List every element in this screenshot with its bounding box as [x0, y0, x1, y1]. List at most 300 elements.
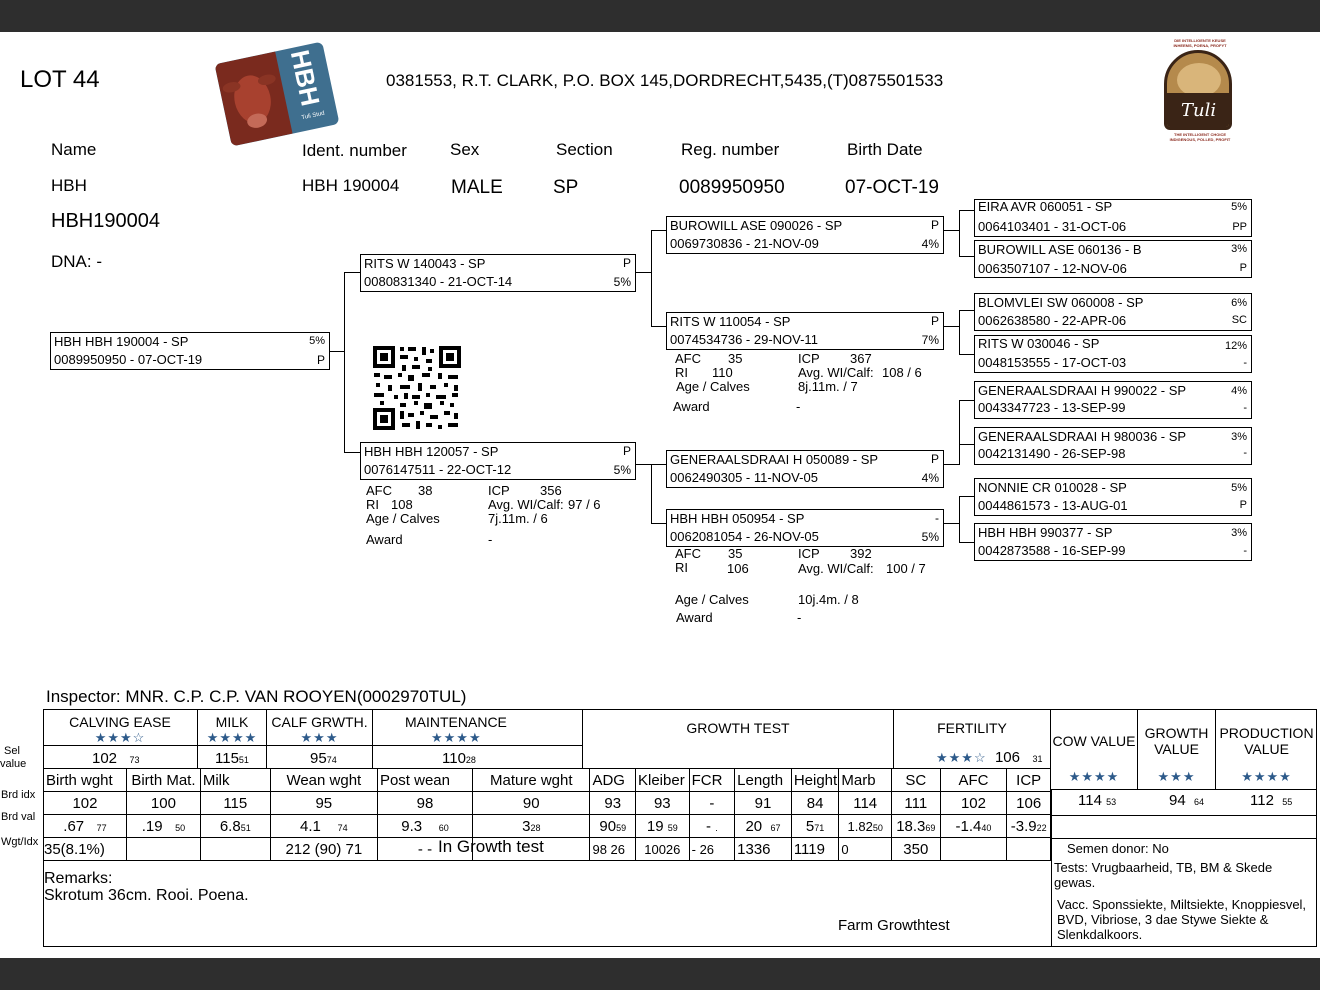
- divider: [1051, 789, 1052, 947]
- group-calving-label: CALVING EASE: [69, 714, 171, 730]
- pedigree-name: RITS W 140043 - SP: [364, 256, 486, 271]
- pedigree-reg: 0062490305 - 11-NOV-05: [670, 470, 818, 485]
- pedigree-gg-6: [974, 427, 1252, 465]
- pedigree-mark: -: [1243, 447, 1247, 459]
- sel-calf: [310, 750, 337, 767]
- pedigree-name: GENERAALSDRAAI H 980036 - SP: [978, 429, 1187, 444]
- growth-value-acc: 64: [1194, 797, 1205, 807]
- divider: [1051, 789, 1317, 790]
- group-milk-label: MILK: [215, 714, 249, 730]
- sel-milk-value: 115: [215, 750, 239, 767]
- connector: [636, 272, 652, 273]
- pedigree-mark: P: [622, 444, 631, 458]
- pedigree-sire: [360, 254, 636, 292]
- dd-ri: 106: [727, 561, 749, 576]
- col-birth-mat: Birth Mat.: [126, 769, 200, 792]
- pedigree-gg-8: [974, 523, 1252, 561]
- dd-afc-label: AFC: [675, 546, 701, 561]
- brd-val-cell: [590, 815, 636, 838]
- dd-wi: 100 / 7: [886, 561, 926, 576]
- pedigree-mark: P: [1239, 499, 1247, 511]
- connector: [651, 464, 652, 523]
- dd-icp-label: ICP: [798, 546, 820, 561]
- gv-stars-icon: ★★★: [1157, 769, 1196, 784]
- brd-val-cell: [892, 815, 941, 838]
- sd-afc: 35: [728, 351, 743, 366]
- pedigree-gg-1: [974, 199, 1252, 237]
- tuli-logo: [1160, 38, 1240, 144]
- side-label-sel: Sel: [4, 745, 20, 757]
- farm-growth-test: Farm Growthtest: [838, 917, 950, 934]
- pedigree-gg-5: [974, 381, 1252, 419]
- brd-idx-cell: 93: [636, 792, 690, 815]
- wgt-cell: [126, 838, 200, 861]
- pedigree-sire-dam: [666, 312, 944, 350]
- side-label-brd-idx: Brd idx: [1, 789, 36, 801]
- animal-name: HBH: [51, 176, 87, 195]
- pedigree-pct: 5%: [613, 275, 631, 289]
- divider: [43, 745, 583, 746]
- side-label-brd-val: Brd val: [1, 811, 36, 823]
- pedigree-name: RITS W 110054 - SP: [670, 314, 791, 329]
- pedigree-name: HBH HBH 050954 - SP: [670, 511, 805, 526]
- connector: [959, 496, 960, 542]
- sel-maint: [442, 750, 476, 767]
- dam-wi-label: Avg. WI/Calf:: [488, 497, 564, 512]
- pedigree-mark: -: [1243, 357, 1247, 369]
- pedigree-pct: 4%: [1231, 385, 1247, 397]
- inspector: Inspector: MNR. C.P. C.P. VAN ROOYEN(0002970TUL): [46, 687, 467, 706]
- pedigree-name: HBH HBH 190004 - SP: [54, 334, 189, 349]
- pedigree-name: HBH HBH 120057 - SP: [364, 444, 499, 459]
- wgt-height: 1119: [791, 838, 839, 861]
- pedigree-pct: 5%: [309, 335, 325, 347]
- animal-sex: MALE: [451, 177, 503, 198]
- pedigree-gg-2: [974, 240, 1252, 278]
- pedigree-reg: 0064103401 - 31-OCT-06: [978, 219, 1127, 234]
- wgt-length: 1336: [735, 838, 792, 861]
- group-gv: [1138, 709, 1216, 789]
- tuli-bottom-text-1: THE INTELLIGENT CHOICE: [1174, 132, 1226, 137]
- sd-icp-label: ICP: [798, 351, 820, 366]
- brd-val-cell: [1007, 815, 1051, 838]
- pedigree-reg: 0042873588 - 16-SEP-99: [978, 543, 1126, 558]
- col-kleiber: Kleiber: [636, 769, 690, 792]
- pedigree-reg: 0048153555 - 17-OCT-03: [978, 355, 1127, 370]
- pedigree-pct: 5%: [921, 530, 939, 544]
- group-pv: [1216, 709, 1317, 789]
- sel-calf-value: 95: [310, 750, 327, 767]
- pedigree-name: BLOMVLEI SW 060008 - SP: [978, 295, 1144, 310]
- connector: [651, 464, 666, 465]
- brd-idx-cell: 114: [839, 792, 892, 815]
- pedigree-pct: 4%: [921, 237, 939, 251]
- col-marb: Marb: [839, 769, 892, 792]
- pedigree-mark: P: [930, 218, 939, 232]
- brd-val-acc: 69: [925, 822, 936, 833]
- sel-calving: [92, 750, 140, 767]
- connector: [959, 310, 960, 354]
- wgt-wean: 212 (90) 71: [270, 838, 377, 861]
- brd-val-acc: 50: [872, 822, 883, 833]
- pedigree-reg: 0044861573 - 13-AUG-01: [978, 498, 1128, 513]
- pedigree-name: RITS W 030046 - SP: [978, 336, 1100, 351]
- sd-afc-label: AFC: [675, 351, 701, 366]
- brd-val-cell: [200, 815, 270, 838]
- brd-idx-row: [44, 792, 1051, 815]
- wgt-cell: [200, 838, 270, 861]
- connector: [344, 272, 360, 273]
- brd-val: 9.3: [401, 817, 423, 835]
- brd-val: -1.4: [955, 817, 982, 835]
- brd-val: 3: [522, 817, 531, 835]
- vacc-info: Vacc. Sponssiekte, Miltsiekte, Knoppiesvel, BVD, Vibriose, 3 dae Stywe Siekte & Slenkdalkoors.: [1057, 897, 1307, 942]
- wgt-post: - -: [377, 838, 472, 861]
- pedigree-mark: -: [1243, 402, 1247, 414]
- label-sex: Sex: [450, 140, 480, 159]
- connector: [959, 354, 974, 355]
- dam-age-label: Age / Calves: [366, 511, 440, 526]
- pedigree-self: [50, 332, 330, 370]
- brd-val: 1.82: [847, 818, 873, 834]
- label-ident: Ident. number: [302, 141, 407, 160]
- brd-val-acc: 51: [240, 822, 251, 833]
- connector: [959, 400, 960, 464]
- wgt-cell: [1007, 838, 1051, 861]
- calf-stars-icon: ★★★: [300, 730, 339, 745]
- animal-ident: HBH 190004: [302, 176, 400, 195]
- pedigree-pct: 3%: [1231, 243, 1247, 255]
- sd-wi-label: Avg. WI/Calf:: [798, 365, 874, 380]
- calving-stars-icon: ★★★☆: [94, 730, 146, 745]
- pedigree-mark: SC: [1231, 314, 1247, 326]
- brd-val-cell: [473, 815, 590, 838]
- connector: [944, 230, 960, 231]
- bottom-bar: [0, 958, 1320, 990]
- pedigree-sire-sire: [666, 216, 944, 254]
- connector: [344, 272, 345, 452]
- dd-award: -: [797, 610, 802, 625]
- brd-val: 5: [805, 817, 815, 835]
- brd-idx-cell: 95: [270, 792, 377, 815]
- pedigree-pct: 5%: [1231, 482, 1247, 494]
- pedigree-name: BUROWILL ASE 090026 - SP: [670, 218, 843, 233]
- animal-code: HBH190004: [51, 210, 160, 232]
- brd-val: 18.3: [896, 817, 926, 835]
- brd-val-acc: 59: [667, 822, 678, 833]
- group-growth: [583, 709, 894, 768]
- col-milk: Milk: [200, 769, 270, 792]
- pedigree-mark: P: [930, 452, 939, 466]
- brd-val-acc: 60: [438, 822, 449, 833]
- brd-idx-cell: 102: [940, 792, 1007, 815]
- pedigree-reg: 0062638580 - 22-APR-06: [978, 313, 1127, 328]
- pedigree-name: BUROWILL ASE 060136 - B: [978, 242, 1142, 257]
- pedigree-dam-sire: [666, 450, 944, 488]
- brd-idx-cell: 111: [892, 792, 941, 815]
- milk-stars-icon: ★★★★: [206, 730, 258, 745]
- group-gv-label: GROWTH VALUE: [1144, 725, 1209, 757]
- sel-calving-acc: 73: [129, 755, 140, 765]
- sd-wi: 108 / 6: [882, 365, 922, 380]
- sd-award-label: Award: [673, 399, 710, 414]
- dam-award-label: Award: [366, 532, 403, 547]
- wgt-idx-row: [44, 838, 1051, 861]
- animal-birth: 07-OCT-19: [845, 177, 939, 198]
- sd-ri-label: RI: [675, 365, 688, 380]
- brd-val-acc: 77: [96, 822, 107, 833]
- label-birth: Birth Date: [847, 140, 923, 159]
- brd-val-cell: [735, 815, 792, 838]
- connector: [959, 444, 974, 445]
- sel-milk: [215, 750, 249, 767]
- hbh-logo-text: HBH: [284, 47, 326, 109]
- connector: [959, 542, 974, 543]
- pedigree-name: GENERAALSDRAAI H 990022 - SP: [978, 383, 1187, 398]
- pedigree-gg-4: [974, 335, 1252, 373]
- col-mature-wght: Mature wght: [473, 769, 590, 792]
- pedigree-mark: P: [622, 256, 631, 270]
- maint-stars-icon: ★★★★: [431, 730, 482, 745]
- brd-idx-cell: 102: [44, 792, 127, 815]
- dam-afc: 38: [418, 483, 433, 498]
- col-adg: ADG: [590, 769, 636, 792]
- sd-ri: 110: [712, 365, 733, 380]
- brd-idx-cell: 100: [126, 792, 200, 815]
- tests-info: Tests: Vrugbaarheid, TB, BM & Skede gewas.: [1054, 860, 1273, 890]
- pedigree-reg: 0069730836 - 21-NOV-09: [670, 236, 819, 251]
- dam-afc-label: AFC: [366, 483, 392, 498]
- pedigree-name: GENERAALSDRAAI H 050089 - SP: [670, 452, 879, 467]
- dd-age: 10j.4m. / 8: [798, 592, 859, 607]
- brd-val: 90: [599, 817, 617, 835]
- label-section: Section: [556, 140, 613, 159]
- col-fcr: FCR: [689, 769, 735, 792]
- dam-award: -: [488, 532, 493, 547]
- connector: [944, 326, 960, 327]
- dam-age: 7j.11m. / 6: [488, 511, 548, 526]
- connector: [959, 210, 960, 256]
- brd-val-cell: [791, 815, 839, 838]
- growth-value-num: 94: [1169, 792, 1186, 809]
- connector: [651, 326, 666, 327]
- lot-number: LOT 44: [20, 66, 100, 93]
- pedigree-mark: PP: [1232, 221, 1247, 233]
- dna-status: DNA: -: [51, 252, 102, 271]
- col-height: Height: [791, 769, 839, 792]
- tuli-top-text-1: DIE INTELLIGENTE KEUSE: [1174, 38, 1226, 43]
- hbh-logo-sub: Tuli Stud: [300, 110, 326, 122]
- connector: [959, 210, 974, 211]
- pedigree-pct: 12%: [1224, 340, 1247, 352]
- pedigree-name: HBH HBH 990377 - SP: [978, 525, 1113, 540]
- dd-ri-label: RI: [675, 560, 688, 575]
- brd-val: -3.9: [1010, 817, 1037, 835]
- connector: [651, 230, 666, 231]
- connector: [651, 523, 666, 524]
- pedigree-pct: 5%: [1231, 201, 1247, 213]
- connector: [636, 464, 652, 465]
- sel-calf-acc: 74: [326, 755, 337, 765]
- brd-idx-cell: 93: [590, 792, 636, 815]
- production-value: [1250, 792, 1292, 809]
- sel-calving-value: 102: [92, 750, 118, 767]
- sd-award: -: [796, 399, 801, 414]
- sel-maint-acc: 28: [465, 755, 476, 765]
- brd-val-acc: 40: [981, 822, 992, 833]
- col-sc: SC: [892, 769, 941, 792]
- connector: [944, 464, 960, 465]
- dd-wi-label: Avg. WI/Calf:: [798, 561, 874, 576]
- pedigree-mark: -: [1243, 545, 1247, 557]
- sel-maint-value: 110: [442, 750, 466, 767]
- tuli-emblem: [1164, 50, 1232, 130]
- wgt-adg: 98 26: [590, 838, 636, 861]
- brd-val-cell: [270, 815, 377, 838]
- dd-icp: 392: [850, 546, 872, 561]
- col-length: Length: [735, 769, 792, 792]
- pedigree-mark: -: [935, 511, 939, 525]
- pv-stars-icon: ★★★★: [1241, 769, 1292, 784]
- connector: [944, 523, 960, 524]
- brd-val: 4.1: [300, 817, 321, 835]
- evaluation-table: [43, 768, 1051, 861]
- fert-stars-icon: ★★★☆: [936, 750, 987, 765]
- brd-val-cell: [636, 815, 690, 838]
- pedigree-name: NONNIE CR 010028 - SP: [978, 480, 1127, 495]
- divider: [1051, 838, 1317, 839]
- brd-idx-cell: 106: [1007, 792, 1051, 815]
- cow-stars-icon: ★★★★: [1068, 769, 1120, 784]
- sd-icp: 367: [850, 351, 872, 366]
- connector: [959, 496, 974, 497]
- pedigree-reg: 0074534736 - 29-NOV-11: [670, 332, 818, 347]
- sel-fert-acc: 31: [1032, 754, 1043, 764]
- brd-val-acc: 67: [770, 822, 781, 833]
- brd-val: .67: [63, 817, 85, 835]
- brd-val: .19: [141, 817, 163, 835]
- dam-wi: 97 / 6: [568, 497, 601, 512]
- group-cow: [1051, 709, 1138, 789]
- production-value-num: 112: [1250, 792, 1274, 809]
- wgt-cell: [940, 838, 1007, 861]
- brd-idx-cell: 90: [473, 792, 590, 815]
- dam-icp-label: ICP: [488, 483, 510, 498]
- pedigree-pct: 7%: [921, 333, 939, 347]
- connector: [959, 400, 974, 401]
- pedigree-reg: 0063507107 - 12-NOV-06: [978, 261, 1127, 276]
- production-value-acc: 55: [1282, 797, 1293, 807]
- pedigree-mark: P: [930, 314, 939, 328]
- brd-val-acc: 50: [175, 822, 186, 833]
- pedigree-pct: 6%: [1231, 297, 1247, 309]
- dam-icp: 356: [540, 483, 562, 498]
- pedigree-pct: 4%: [921, 471, 939, 485]
- brd-idx-cell: 84: [791, 792, 839, 815]
- breeder-info: 0381553, R.T. CLARK, P.O. BOX 145,DORDRECHT,5435,(T)0875501533: [386, 71, 944, 90]
- pedigree-dam-dam: [666, 509, 944, 547]
- dd-afc: 35: [728, 546, 743, 561]
- brd-val-row: [44, 815, 1051, 838]
- cow-value-acc: 53: [1106, 797, 1117, 807]
- col-icp: ICP: [1007, 769, 1051, 792]
- semen-donor: Semen donor: No: [1067, 841, 1169, 856]
- brd-val: -: [706, 817, 712, 835]
- animal-section: SP: [553, 177, 579, 198]
- pedigree-dam: [360, 442, 636, 480]
- connector: [344, 452, 360, 453]
- pedigree-pct: 3%: [1231, 527, 1247, 539]
- brd-idx-cell: 115: [200, 792, 270, 815]
- wgt-sc: 350: [892, 838, 941, 861]
- brd-val: 20: [745, 817, 763, 835]
- connector: [959, 256, 974, 257]
- col-post-wean: Post wean: [377, 769, 472, 792]
- pedigree-gg-7: [974, 478, 1252, 516]
- brd-val-acc: 71: [814, 822, 825, 833]
- brd-val-acc: .: [715, 822, 718, 833]
- brd-val-acc: 59: [616, 822, 627, 833]
- side-label-wgt-idx: Wgt/Idx: [1, 836, 39, 848]
- remarks-label: Remarks:: [44, 870, 113, 887]
- group-calf-label: CALF GRWTH.: [271, 714, 368, 730]
- tuli-word: Tuli: [1181, 100, 1217, 121]
- pedigree-gg-3: [974, 293, 1252, 331]
- pedigree-reg: 0080831340 - 21-OCT-14: [364, 274, 513, 289]
- wgt-fcr: - 26: [689, 838, 735, 861]
- group-pv-label: PRODUCTION VALUE: [1219, 725, 1314, 757]
- tuli-top-text-2: INHEEMS, POENA, PROFYT: [1173, 43, 1227, 48]
- hbh-logo: [214, 41, 339, 146]
- wgt-birth: 35(8.1%): [44, 838, 127, 861]
- connector: [959, 310, 974, 311]
- brd-val-cell: [940, 815, 1007, 838]
- pedigree-reg: 0089950950 - 07-OCT-19: [54, 352, 203, 367]
- cow-value-num: 114: [1078, 792, 1102, 809]
- growth-value: [1169, 792, 1204, 809]
- pedigree-pct: 3%: [1231, 431, 1247, 443]
- remarks-text: Skrotum 36cm. Rooi. Poena.: [44, 887, 249, 904]
- wgt-marb: 0: [839, 838, 892, 861]
- group-growth-label: GROWTH TEST: [686, 720, 790, 736]
- growth-test-note: In Growth test: [438, 837, 544, 856]
- pedigree-reg: 0076147511 - 22-OCT-12: [364, 462, 512, 477]
- brd-val: 19: [646, 817, 664, 835]
- group-fert-label: FERTILITY: [937, 720, 1007, 736]
- wgt-kleiber: 10026: [636, 838, 690, 861]
- brd-val: 6.8: [219, 817, 241, 835]
- tuli-bottom-text-2: INDIGENOUS, POLLED, PROFIT: [1169, 137, 1231, 142]
- pedigree-mark: P: [316, 353, 325, 367]
- pedigree-pct: 5%: [613, 463, 631, 477]
- sd-age: 8j.11m. / 7: [798, 379, 858, 394]
- group-maint-label: MAINTENANCE: [405, 714, 507, 730]
- sel-milk-acc: 51: [238, 755, 249, 765]
- brd-val-cell: [377, 815, 472, 838]
- sel-fert: [936, 749, 1043, 766]
- pedigree-mark: P: [1239, 262, 1247, 274]
- pedigree-reg: 0042131490 - 26-SEP-98: [978, 446, 1126, 461]
- connector: [330, 351, 345, 352]
- col-birth-wght: Birth wght: [44, 769, 127, 792]
- qr-code: [372, 345, 462, 431]
- sel-fert-value: 106: [994, 749, 1020, 766]
- dd-award-label: Award: [676, 610, 713, 625]
- brd-idx-cell: -: [689, 792, 735, 815]
- divider: [1051, 815, 1317, 816]
- brd-idx-cell: 91: [735, 792, 792, 815]
- group-maint: [373, 709, 583, 768]
